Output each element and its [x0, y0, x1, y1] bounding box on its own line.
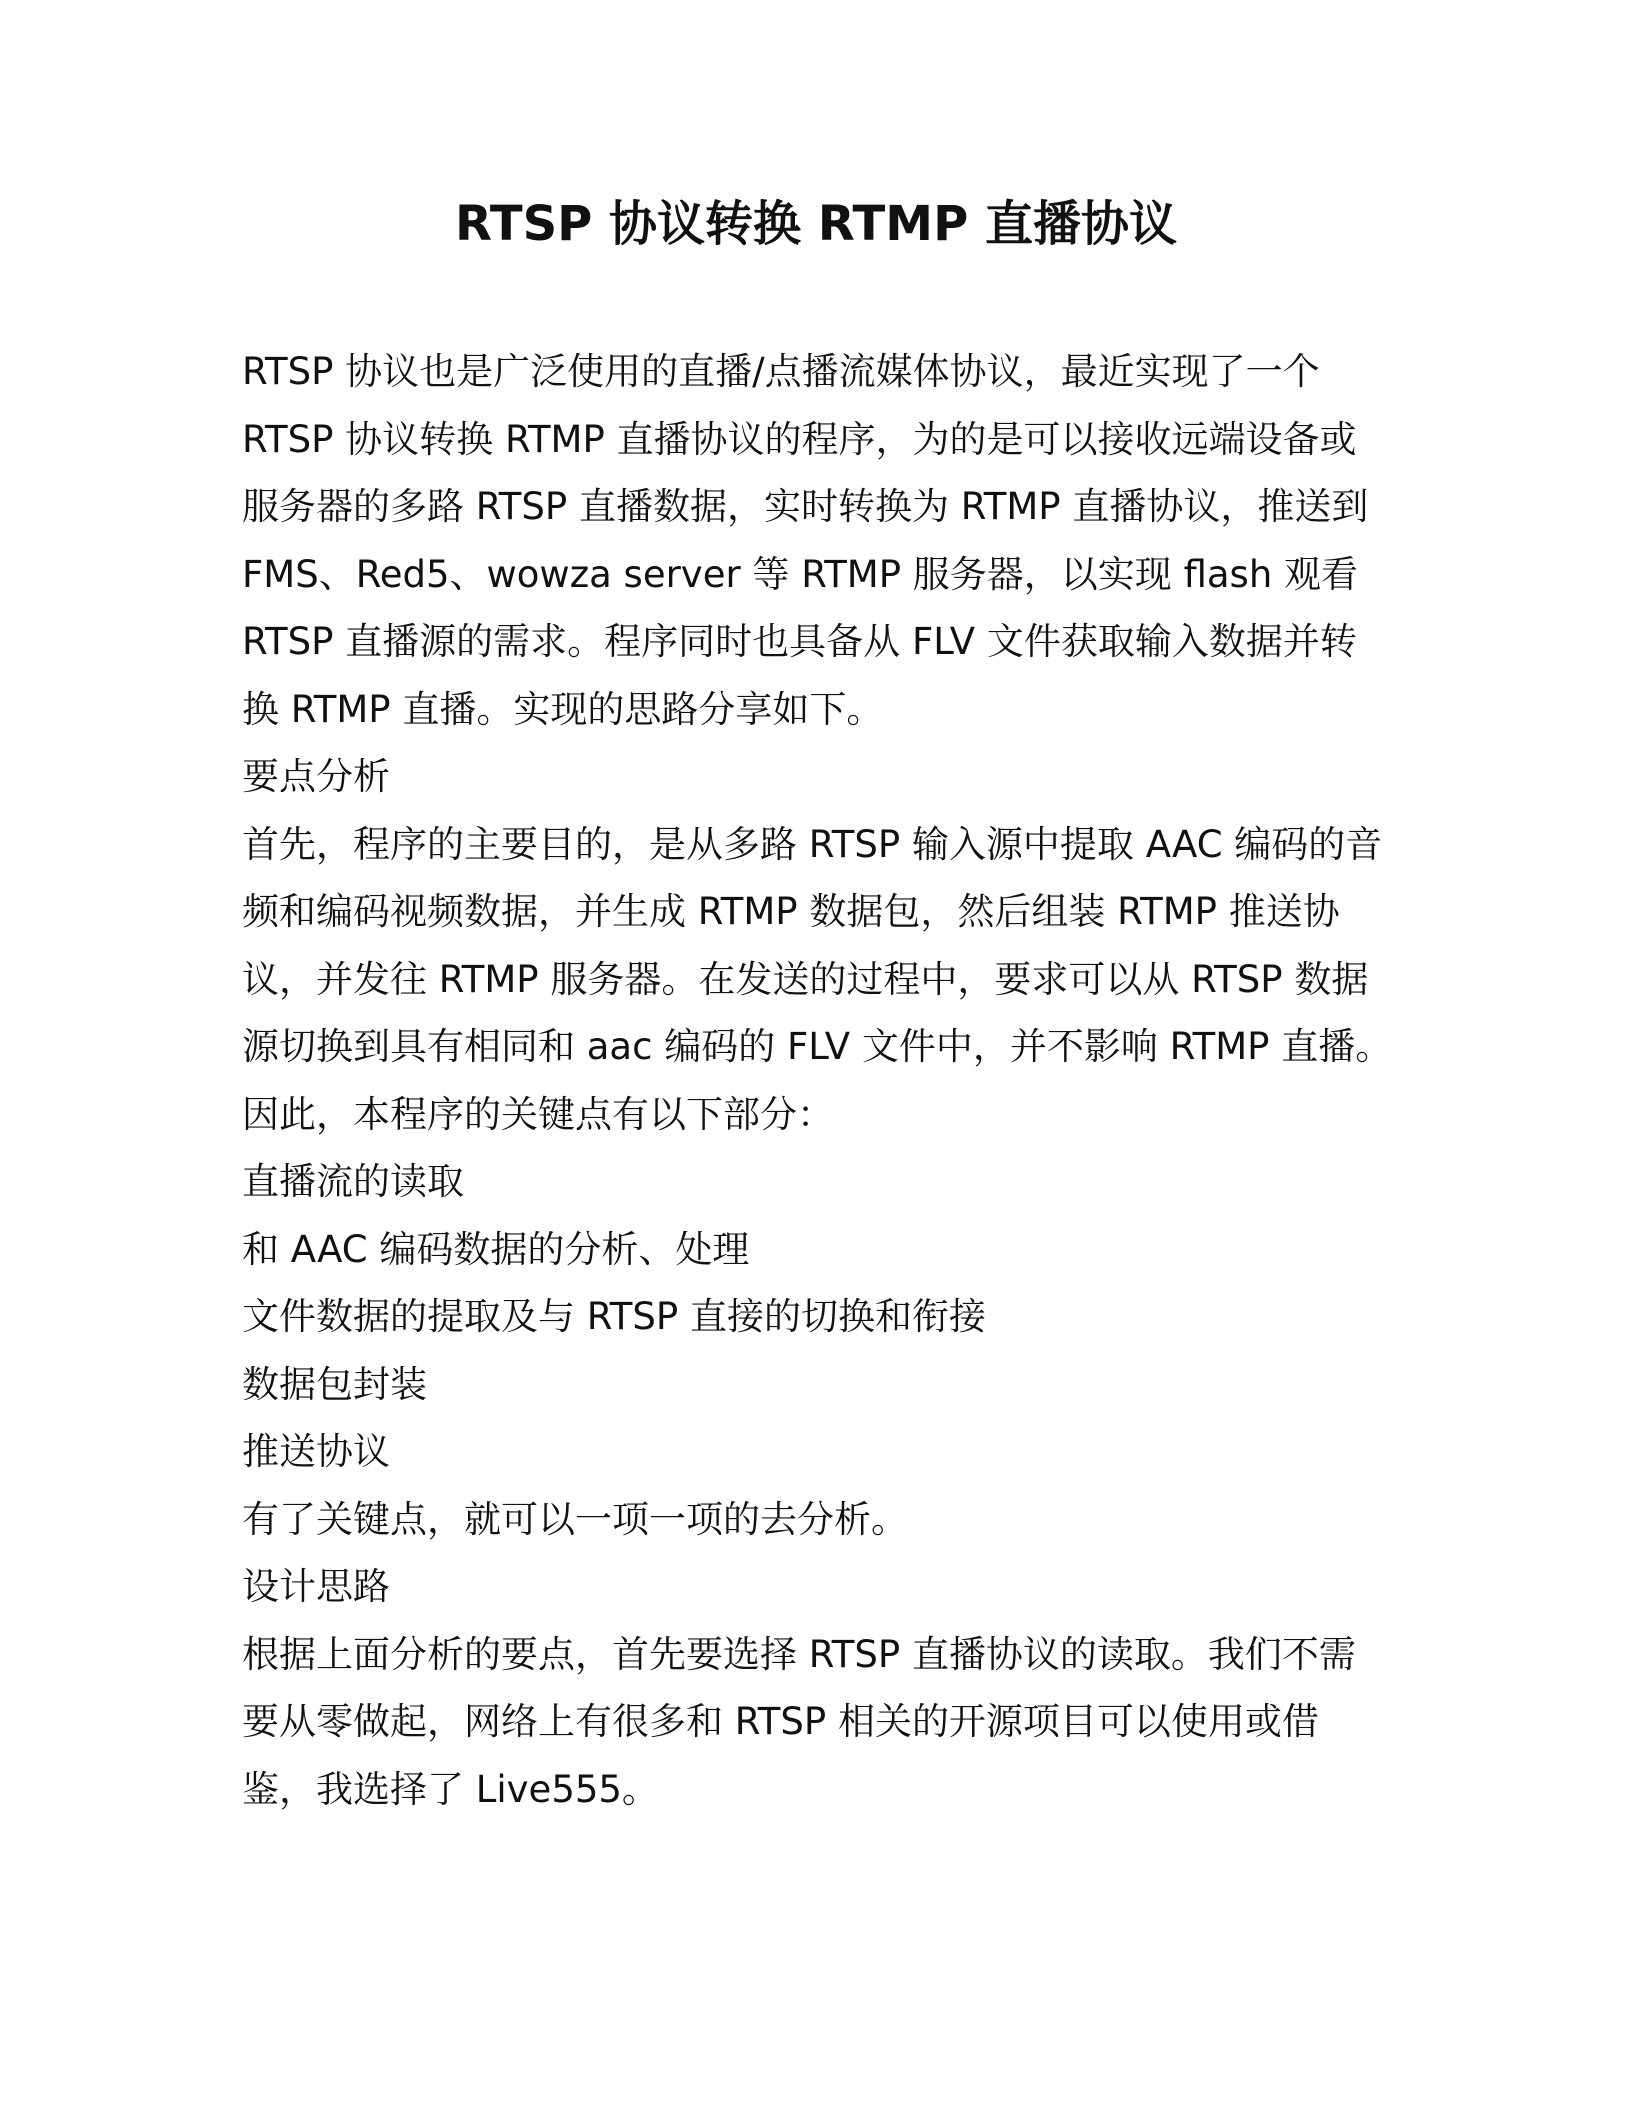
section-heading-key-points	[242, 743, 1377, 811]
text-line: 源切换到具有相同和 aac 编码的 FLV 文件中，并不影响 RTMP 直播。	[242, 1025, 1393, 1068]
key-point-item	[242, 1148, 1377, 1216]
key-point-item	[242, 1351, 1377, 1419]
text-line: 要点分析	[242, 755, 390, 798]
text-line: RTSP 直播源的需求。程序同时也具备从 FLV 文件获取输入数据并转	[242, 620, 1357, 663]
text-line: 数据包封装	[242, 1362, 427, 1406]
text-line: 换 RTMP 直播。实现的思路分享如下。	[242, 687, 884, 731]
text-line: 鉴，我选择了 Live555。	[242, 1767, 659, 1811]
design-paragraph	[242, 1621, 1377, 1824]
text-line: 要从零做起，网络上有很多和 RTSP 相关的开源项目可以使用或借	[242, 1700, 1319, 1743]
document-body	[242, 338, 1393, 1823]
section-heading-design	[242, 1553, 1377, 1621]
text-line: 首先，程序的主要目的，是从多路 RTSP 输入源中提取 AAC 编码的音	[242, 822, 1383, 866]
text-line: RTSP 协议也是广泛使用的直播/点播流媒体协议，最近实现了一个	[242, 350, 1320, 393]
text-line: FMS、Red5、wowza server 等 RTMP 服务器，以实现 flash 观看	[242, 552, 1359, 596]
text-line: 因此，本程序的关键点有以下部分：	[242, 1092, 834, 1136]
key-points-summary	[242, 1486, 1377, 1554]
text-line: 推送协议	[242, 1430, 390, 1473]
text-line: 和 AAC 编码数据的分析、处理	[242, 1227, 750, 1271]
text-line: 根据上面分析的要点，首先要选择 RTSP 直播协议的读取。我们不需	[242, 1632, 1356, 1676]
text-line: 频和编码视频数据，并生成 RTMP 数据包，然后组装 RTMP 推送协	[242, 890, 1340, 933]
text-line: 设计思路	[242, 1565, 390, 1608]
intro-paragraph	[242, 338, 1377, 743]
key-point-item	[242, 1216, 1377, 1284]
text-line: 直播流的读取	[242, 1160, 464, 1203]
text-line: RTSP 协议转换 RTMP 直播协议的程序，为的是可以接收远端设备或	[242, 417, 1357, 461]
key-point-item	[242, 1283, 1377, 1351]
text-line: 议，并发往 RTMP 服务器。在发送的过程中，要求可以从 RTSP 数据	[242, 957, 1369, 1001]
analysis-paragraph	[242, 811, 1393, 1149]
text-line: 服务器的多路 RTSP 直播数据，实时转换为 RTMP 直播协议，推送到	[242, 485, 1369, 528]
text-line: 文件数据的提取及与 RTSP 直接的切换和衔接	[242, 1295, 986, 1338]
document-title: RTSP 协议转换 RTMP 直播协议	[455, 196, 1177, 252]
key-point-item	[242, 1418, 1377, 1486]
text-line: 有了关键点，就可以一项一项的去分析。	[242, 1497, 908, 1541]
